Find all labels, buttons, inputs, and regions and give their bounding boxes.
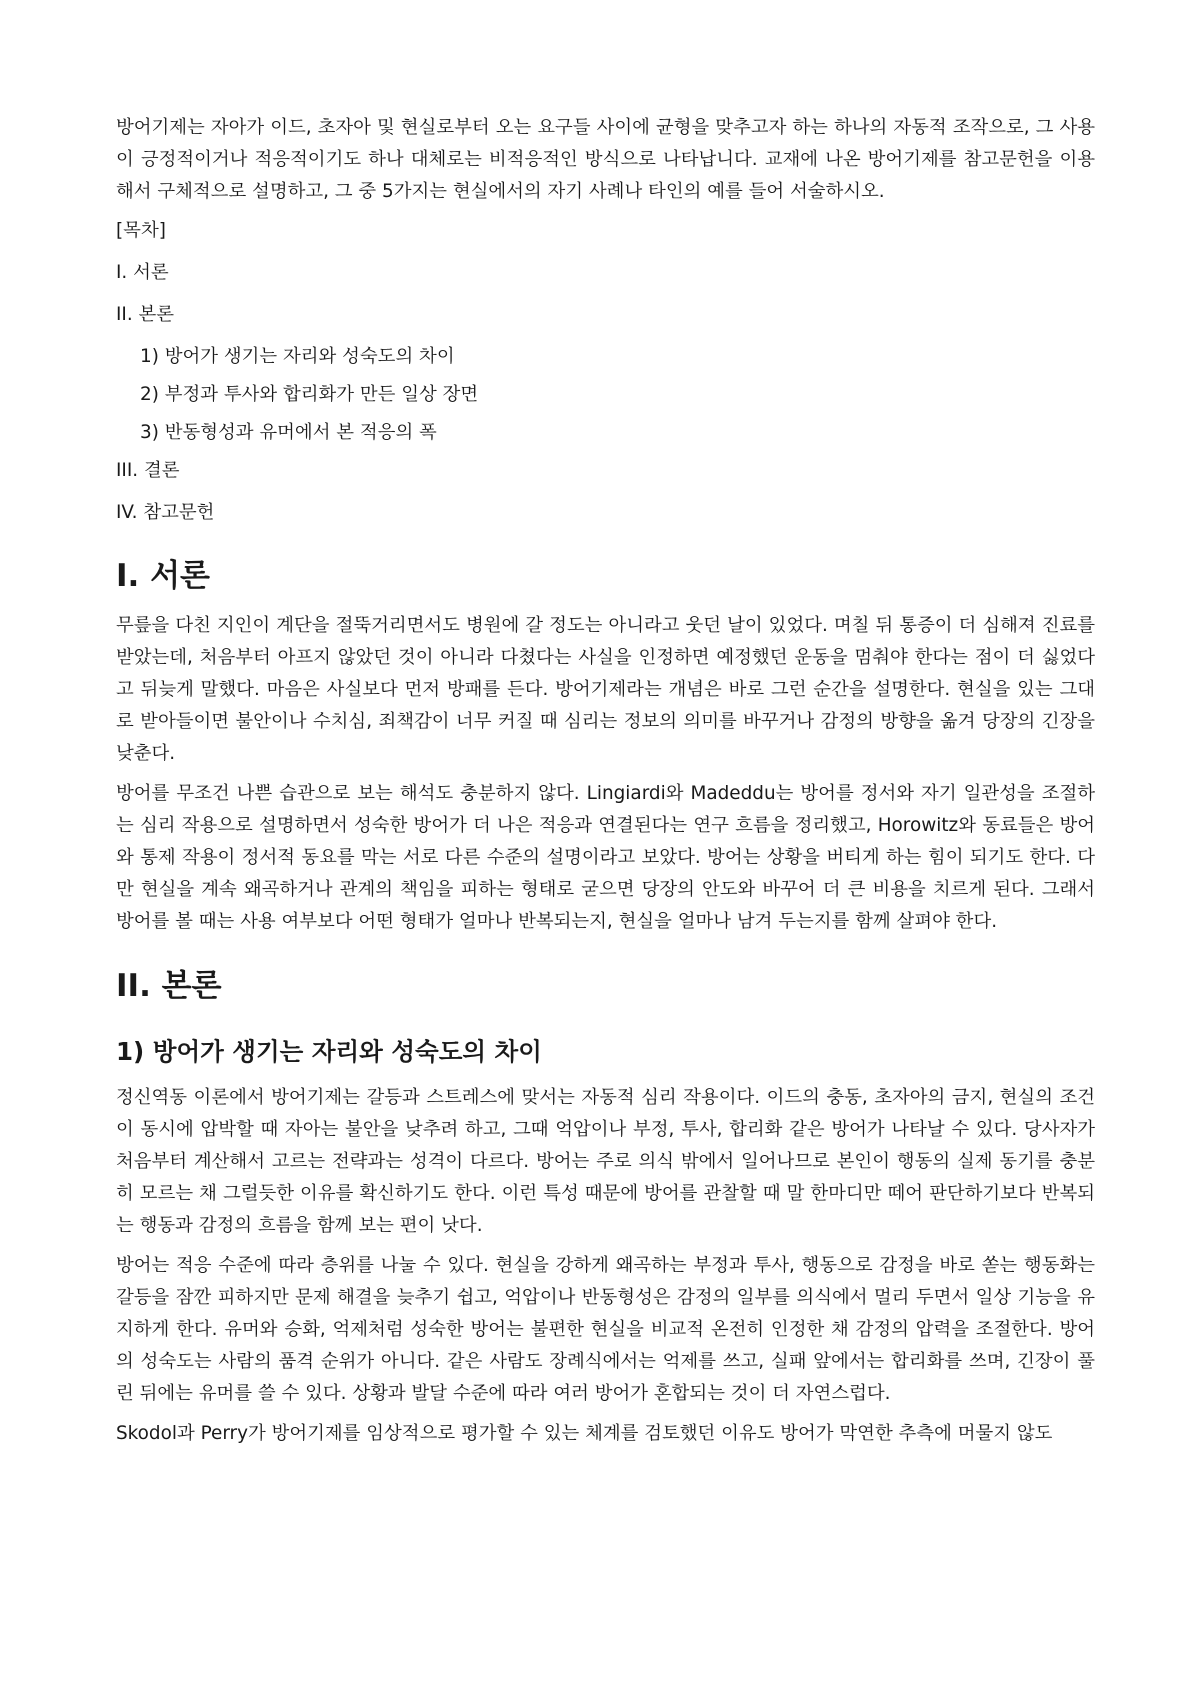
body-paragraph: 정신역동 이론에서 방어기제는 갈등과 스트레스에 맞서는 자동적 심리 작용이다. 이드의 충동, 초자아의 금지, 현실의 조건이 동시에 압박할 때 자아는 불안을 낮추려 하고, 그때 억압이나 부정, 투사, 합리화 같은 방어가 나타날 수 있다. 당사자가 처음부터 계산해서 고르는 전략과는 성격이 다르다. 방어는 주로 의식 밖에서 일어나므로 본인이 행동의 실제 동기를 충분히 모르는 채 그럴듯한 이유를 확신하기도 한다. 이런 특성 때문에 방어를 관찰할 때 말 한마디만 떼어 판단하기보다 반복되는 행동과 감정의 흐름을 함께 보는 편이 낫다. bbox=[116, 1087, 1095, 1236]
toc-item: III. 결론 bbox=[116, 460, 180, 481]
toc-subitem: 1) 방어가 생기는 자리와 성숙도의 차이 bbox=[140, 346, 455, 367]
body-paragraph: 방어를 무조건 나쁜 습관으로 보는 해석도 충분하지 않다. Lingiardi와 Madeddu는 방어를 정서와 자기 일관성을 조절하는 심리 작용으로 설명하면서 성숙한 방어가 더 나은 적응과 연결된다는 연구 흐름을 정리했고, Horowitz와 동료들은 방어와 통제 작용이 정서적 동요를 막는 서로 다른 수준의 설명이라고 보았다. 방어는 상황을 버티게 하는 힘이 되기도 한다. 다만 현실을 계속 왜곡하거나 관계의 책임을 피하는 형태로 굳으면 당장의 안도와 바꾸어 더 큰 비용을 치르게 된다. 그래서 방어를 볼 때는 사용 여부보다 어떤 형태가 얼마나 반복되는지, 현실을 얼마나 남겨 두는지를 함께 살펴야 한다. bbox=[116, 783, 1095, 932]
body-paragraph: 방어는 적응 수준에 따라 층위를 나눌 수 있다. 현실을 강하게 왜곡하는 부정과 투사, 행동으로 감정을 바로 쏟는 행동화는 갈등을 잠깐 피하지만 문제 해결을 늦추기 쉽고, 억압이나 반동형성은 감정의 일부를 의식에서 멀리 두면서 일상 기능을 유지하게 한다. 유머와 승화, 억제처럼 성숙한 방어는 불편한 현실을 비교적 온전히 인정한 채 감정의 압력을 조절한다. 방어의 성숙도는 사람의 품격 순위가 아니다. 같은 사람도 장례식에서는 억제를 쓰고, 실패 앞에서는 합리화를 쓰며, 긴장이 풀린 뒤에는 유머를 쓸 수 있다. 상황과 발달 수준에 따라 여러 방어가 혼합되는 것이 더 자연스럽다. bbox=[116, 1255, 1095, 1404]
toc-subitem: 3) 반동형성과 유머에서 본 적응의 폭 bbox=[140, 422, 437, 443]
toc-item: II. 본론 bbox=[116, 304, 175, 325]
toc-item: I. 서론 bbox=[116, 262, 169, 283]
toc-item: IV. 참고문헌 bbox=[116, 502, 215, 523]
section-heading-main-body: II. 본론 bbox=[116, 968, 222, 1004]
body-paragraph: 무릎을 다친 지인이 계단을 절뚝거리면서도 병원에 갈 정도는 아니라고 웃던 날이 있었다. 며칠 뒤 통증이 더 심해져 진료를 받았는데, 처음부터 아프지 않았던 것이 아니라 다쳤다는 사실을 인정하면 예정했던 운동을 멈춰야 한다는 점이 더 싫었다고 뒤늦게 말했다. 마음은 사실보다 먼저 방패를 든다. 방어기제라는 개념은 바로 그런 순간을 설명한다. 현실을 있는 그대로 받아들이면 불안이나 수치심, 죄책감이 너무 커질 때 심리는 정보의 의미를 바꾸거나 감정의 방향을 옮겨 당장의 긴장을 낮춘다. bbox=[116, 615, 1095, 764]
toc-subitem: 2) 부정과 투사와 합리화가 만든 일상 장면 bbox=[140, 384, 479, 405]
section-heading-introduction: I. 서론 bbox=[116, 558, 210, 594]
toc-title: [목차] bbox=[116, 220, 166, 241]
table-of-contents bbox=[116, 216, 1095, 528]
subsection-heading: 1) 방어가 생기는 자리와 성숙도의 차이 bbox=[116, 1037, 542, 1066]
assignment-prompt: 방어기제는 자아가 이드, 초자아 및 현실로부터 오는 요구들 사이에 균형을 맞추고자 하는 하나의 자동적 조작으로, 그 사용이 긍정적이거나 적응적이기도 하나 대체로는 비적응적인 방식으로 나타납니다. 교재에 나온 방어기제를 참고문헌을 이용해서 구체적으로 설명하고, 그 중 5가지는 현실에서의 자기 사례나 타인의 예를 들어 서술하시오. bbox=[116, 117, 1095, 202]
body-paragraph: Skodol과 Perry가 방어기제를 임상적으로 평가할 수 있는 체계를 검토했던 이유도 방어가 막연한 추측에 머물지 않도 bbox=[116, 1423, 1053, 1444]
